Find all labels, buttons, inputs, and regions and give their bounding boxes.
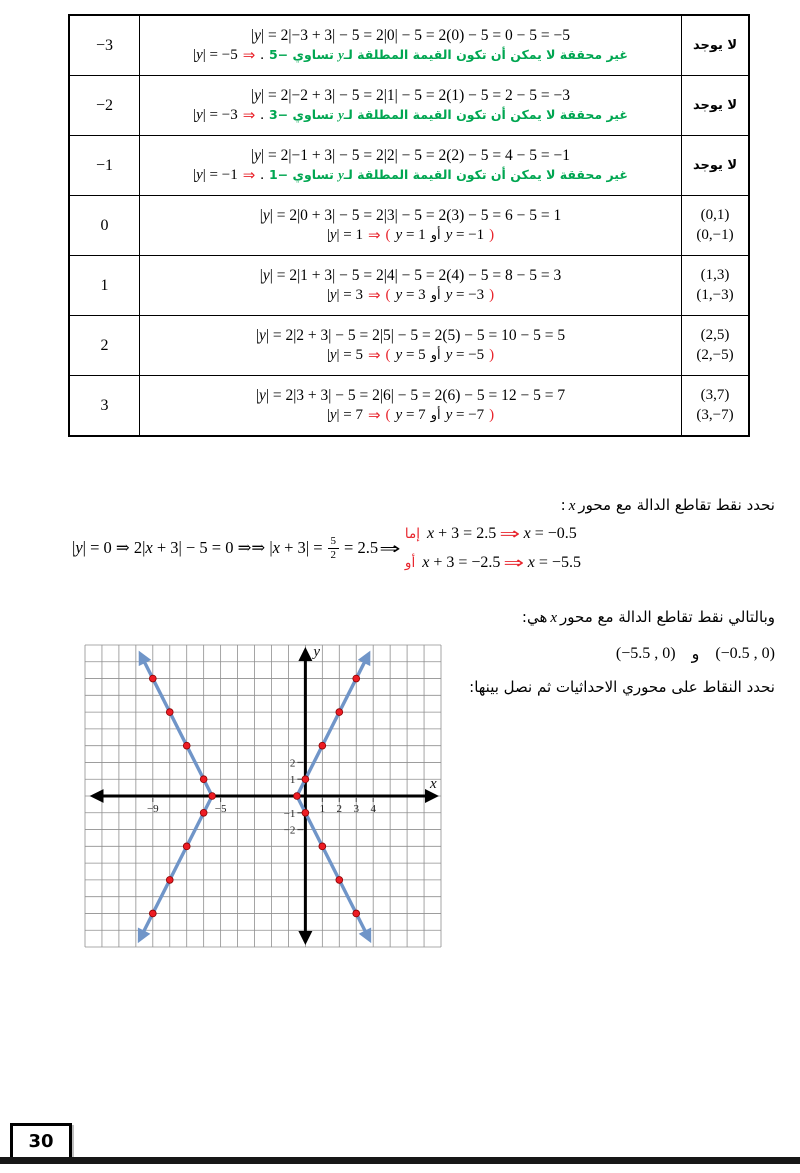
y-positive-case: y = 5: [395, 346, 426, 363]
table-row: [70, 256, 748, 316]
result-value: (2,−5): [696, 347, 734, 363]
plotted-point: [200, 809, 207, 816]
main-equation-right: = 2.5: [344, 538, 379, 557]
plotted-point: [353, 910, 360, 917]
conclusion-line: [193, 166, 628, 184]
implies-arrow: ⇒: [367, 286, 381, 304]
math-variable: y: [254, 27, 261, 44]
table-row: [70, 376, 748, 435]
case-or: [405, 553, 581, 572]
math-variable: y: [258, 387, 266, 404]
math-variable: y: [338, 108, 344, 122]
plotted-point: [183, 843, 190, 850]
math-variable: x: [523, 524, 531, 542]
result-value: (1,−3): [696, 287, 734, 303]
x-value-cell: −1: [70, 136, 140, 195]
equation-cell: [140, 136, 682, 195]
math-variable: y: [75, 538, 83, 557]
or-word: أو: [430, 227, 441, 243]
math-variable: y: [329, 286, 337, 303]
x-value-cell: 1: [70, 256, 140, 315]
open-paren: (: [385, 286, 391, 303]
x-tick-label: −9: [146, 803, 159, 815]
math-variable: y: [254, 147, 261, 164]
y-positive-case: y = 7: [395, 406, 426, 423]
abs-value-result: |y| = −1: [193, 166, 238, 183]
result-cell: [682, 76, 748, 135]
y-tick-label: 1: [289, 774, 296, 787]
y-tick-label: −1: [283, 807, 296, 820]
equation-cell: [140, 316, 682, 375]
open-paren: (: [385, 346, 391, 363]
result-value: لا يوجد: [692, 98, 738, 113]
point-negative-0-5: (−0.5 , 0): [715, 644, 775, 662]
close-paren: ): [489, 346, 495, 363]
equation-line: |y| = 2|−2 + 3| − 5 = 2|1| − 5 = 2(1) − 5 = 2 − 5 = −3: [251, 87, 570, 104]
table-row: [70, 16, 748, 76]
result-value: (2,5): [700, 327, 730, 343]
tick-labels: [147, 644, 437, 837]
y-positive-case: y = 3: [395, 286, 426, 303]
result-cell: [682, 196, 748, 255]
result-value: (3,−7): [696, 407, 734, 423]
case-list: [405, 524, 581, 572]
values-table: [68, 14, 750, 437]
y-axis-label: y: [313, 644, 321, 660]
x-variable: x: [568, 498, 576, 514]
math-variable: x: [422, 553, 430, 571]
math-variable: y: [329, 346, 337, 363]
close-paren: ): [489, 226, 495, 243]
plotted-point: [294, 793, 301, 800]
equation-cell: [140, 196, 682, 255]
plotted-point: [166, 876, 173, 883]
equation-cell: [140, 256, 682, 315]
main-equation-left: |y| = 0 ⇒ 2|x + 3| − 5 = 0 ⇒⇒ |x + 3| =: [72, 538, 323, 557]
equation-cell: [140, 376, 682, 435]
implies-arrow: ⇒: [242, 46, 256, 64]
bottom-rule: [0, 1157, 800, 1164]
math-variable: y: [395, 286, 403, 303]
math-variable: y: [338, 48, 344, 62]
plotted-point: [302, 809, 309, 816]
case1-equation: x + 3 = 2.5: [427, 524, 497, 542]
result-value: (0,1): [700, 207, 730, 223]
close-paren: ): [489, 406, 495, 423]
result-cell: [682, 316, 748, 375]
plotted-point: [319, 843, 326, 850]
abs-value-result: |y| = −3: [193, 106, 238, 123]
equation-cell: [140, 76, 682, 135]
implies-arrow: ⇒: [379, 538, 401, 558]
case-either: [405, 524, 581, 543]
intercept-equation-block: [72, 524, 784, 572]
table-row: [70, 316, 748, 376]
heading-colon: :: [560, 496, 566, 514]
implies-arrow: ⇒: [499, 524, 521, 543]
equation-line: |y| = 2|−1 + 3| − 5 = 2|2| − 5 = 2(2) − 5 = 4 − 5 = −1: [251, 147, 570, 164]
close-paren: ): [489, 286, 495, 303]
plotted-point: [302, 776, 309, 783]
math-variable: y: [258, 327, 266, 344]
plotted-point: [319, 742, 326, 749]
curve-branch: [140, 796, 212, 939]
function-graph-svg: [84, 644, 442, 948]
either-word: إما: [404, 525, 421, 542]
plotted-point: [166, 709, 173, 716]
result-cell: [682, 376, 748, 435]
conclusion-line: [327, 406, 494, 424]
x-value-cell: −3: [70, 16, 140, 75]
heading-text: نحدد نقط تقاطع الدالة مع محور: [578, 496, 775, 514]
case2-equation: x + 3 = −2.5: [422, 553, 501, 571]
axes: [93, 650, 436, 942]
not-satisfied-note: غير محققة لا يمكن أن تكون القيمة المطلقة لـy تساوي −5: [269, 47, 628, 62]
curve-branch: [297, 796, 369, 939]
x-value-cell: 0: [70, 196, 140, 255]
plotted-point: [149, 910, 156, 917]
math-variable: y: [395, 226, 403, 243]
or-word: أو: [430, 287, 441, 303]
conclusion-line: [327, 286, 494, 304]
y-positive-case: y = 1: [395, 226, 426, 243]
not-satisfied-note: غير محققة لا يمكن أن تكون القيمة المطلقة لـy تساوي −1: [269, 167, 628, 182]
plotted-point: [209, 793, 216, 800]
math-variable: y: [445, 286, 453, 303]
y-negative-case: y = −5: [445, 346, 485, 363]
heading-tail: هي:: [521, 608, 548, 626]
or-word: أو: [430, 347, 441, 363]
implies-arrow: ⇒: [367, 406, 381, 424]
period: .: [260, 106, 265, 123]
or-word: أو: [430, 407, 441, 423]
math-variable: y: [196, 106, 203, 123]
or-word: أو: [404, 554, 416, 571]
fraction-five-halves: $\frac{5}{2}$: [328, 536, 340, 561]
function-graph: [84, 644, 442, 950]
period: .: [260, 166, 265, 183]
math-variable: y: [395, 346, 403, 363]
plotted-point: [183, 742, 190, 749]
x-axis-label: x: [430, 776, 437, 792]
plotted-point: [200, 776, 207, 783]
result-value: لا يوجد: [692, 38, 738, 53]
equation-line: |y| = 2|1 + 3| − 5 = 2|4| − 5 = 2(4) − 5 = 8 − 5 = 3: [259, 267, 562, 284]
x-tick-label: −5: [214, 803, 227, 815]
y-negative-case: y = −7: [445, 406, 485, 423]
implies-arrow: ⇒: [503, 553, 525, 572]
math-variable: y: [329, 406, 337, 423]
y-negative-case: y = −1: [445, 226, 485, 243]
result-cell: [682, 136, 748, 195]
math-variable: y: [262, 267, 270, 284]
implies-arrow: ⇒: [367, 226, 381, 244]
math-variable: y: [338, 168, 344, 182]
implies-arrow: ⇒: [367, 346, 381, 364]
page-number: 30: [28, 1131, 54, 1152]
open-paren: (: [385, 226, 391, 243]
open-paren: (: [385, 406, 391, 423]
plotted-point: [336, 876, 343, 883]
section-heading-x-intercepts: [561, 496, 775, 515]
section-heading-plot: [469, 678, 775, 696]
conclusion-line: [193, 106, 628, 124]
x-value-cell: 2: [70, 316, 140, 375]
math-variable: x: [272, 538, 280, 557]
math-variable: y: [254, 87, 261, 104]
not-satisfied-note: غير محققة لا يمكن أن تكون القيمة المطلقة لـy تساوي −3: [269, 107, 628, 122]
intercept-points: [616, 644, 775, 663]
heading-text: وبالتالي نقط تقاطع الدالة مع محور: [560, 608, 775, 626]
result-value: (1,3): [700, 267, 730, 283]
result-value: (0,−1): [696, 227, 734, 243]
table-row: [70, 196, 748, 256]
conclusion-line: [193, 46, 628, 64]
x-tick-label: 1: [319, 803, 326, 815]
equation-line: |y| = 2|−3 + 3| − 5 = 2|0| − 5 = 2(0) − 5 = 0 − 5 = −5: [251, 27, 570, 44]
result-cell: [682, 16, 748, 75]
plotted-point: [149, 675, 156, 682]
point-negative-5-5: (−5.5 , 0): [615, 644, 676, 662]
math-variable: x: [427, 524, 435, 542]
x-tick-label: 4: [370, 803, 376, 815]
conclusion-line: [327, 226, 494, 244]
x-variable: x: [550, 610, 558, 626]
result-value: (3,7): [700, 387, 730, 403]
math-variable: y: [196, 166, 203, 183]
heading-text: نحدد النقاط على محوري الاحداثيات ثم نصل بينها:: [469, 678, 775, 696]
equation-line: |y| = 2|3 + 3| − 5 = 2|6| − 5 = 2(6) − 5 = 12 − 5 = 7: [255, 387, 566, 404]
table-row: [70, 76, 748, 136]
and-word: و: [691, 644, 700, 663]
implies-arrow: ⇒: [242, 106, 256, 124]
x-tick-label: 3: [353, 803, 359, 815]
y-tick-label: 2: [289, 757, 296, 770]
plotted-point: [353, 675, 360, 682]
abs-value-result: |y| = 5: [326, 346, 363, 363]
abs-value-result: |y| = 1: [326, 226, 363, 243]
math-variable: y: [445, 226, 453, 243]
case1-solution: x = −0.5: [523, 524, 577, 542]
abs-value-result: |y| = 7: [326, 406, 363, 423]
math-variable: y: [262, 207, 270, 224]
result-value: لا يوجد: [692, 158, 738, 173]
table-row: [70, 136, 748, 196]
main-equation: [72, 534, 401, 561]
x-tick-label: 2: [336, 803, 343, 815]
math-variable: x: [527, 553, 535, 571]
equation-line: |y| = 2|2 + 3| − 5 = 2|5| − 5 = 2(5) − 5 = 10 − 5 = 5: [255, 327, 566, 344]
period: .: [260, 46, 265, 63]
result-cell: [682, 256, 748, 315]
section-heading-therefore: [522, 608, 775, 627]
implies-arrow: ⇒: [242, 166, 256, 184]
x-value-cell: −2: [70, 76, 140, 135]
math-variable: y: [329, 226, 337, 243]
math-variable: y: [445, 346, 453, 363]
math-variable: x: [145, 538, 153, 557]
equation-line: |y| = 2|0 + 3| − 5 = 2|3| − 5 = 2(3) − 5 = 6 − 5 = 1: [259, 207, 562, 224]
abs-value-result: |y| = −5: [193, 46, 238, 63]
y-tick-label: −2: [283, 824, 296, 837]
x-value-cell: 3: [70, 376, 140, 435]
case2-solution: x = −5.5: [527, 553, 581, 571]
y-negative-case: y = −3: [445, 286, 485, 303]
conclusion-line: [327, 346, 494, 364]
abs-value-result: |y| = 3: [326, 286, 363, 303]
page-number-box: [10, 1123, 72, 1160]
math-variable: y: [445, 406, 453, 423]
equation-cell: [140, 16, 682, 75]
plotted-point: [336, 709, 343, 716]
math-variable: y: [395, 406, 403, 423]
math-variable: y: [196, 46, 203, 63]
